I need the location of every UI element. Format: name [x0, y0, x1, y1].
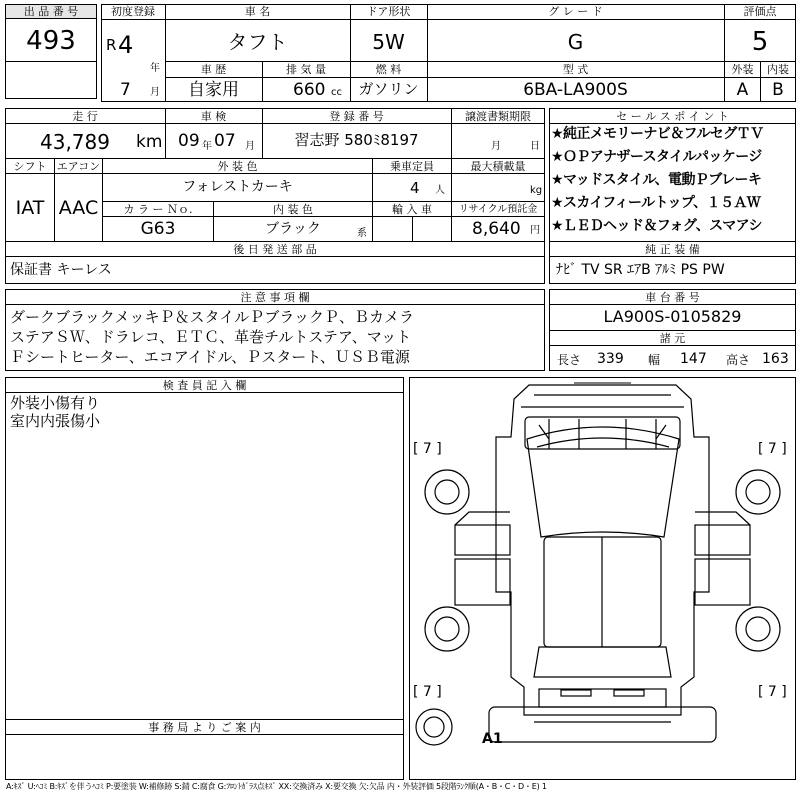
- width-label: 幅: [648, 353, 661, 367]
- grade: G: [567, 30, 584, 54]
- transfer-day: 日: [530, 141, 540, 152]
- first-reg-label: 初度登録: [111, 5, 155, 18]
- sales-point-2: ★ＯＰアナザースタイルパッケージ: [551, 149, 762, 165]
- fuel: ガソリン: [358, 80, 419, 98]
- later-parts: 保証書 キーレス: [10, 262, 112, 278]
- int-color: ブラック: [265, 221, 321, 237]
- ext-color-label: 外 装 色: [217, 160, 258, 173]
- color-no: G63: [140, 219, 176, 239]
- sales-point-1: ★純正メモリーナビ＆フルセグＴＶ: [551, 126, 764, 142]
- width: 147: [680, 351, 707, 367]
- recycle-label: リサイクル預託金: [458, 204, 538, 215]
- ext-color: フォレストカーキ: [182, 179, 293, 195]
- inspector-line-1: 外装小傷有り: [10, 394, 101, 412]
- transfer-month: 月: [491, 141, 501, 152]
- tire-mark-front-left: [ 7 ]: [413, 441, 442, 457]
- model: 6BA-LA900S: [523, 80, 628, 100]
- office-label: 事 務 局 よ り ご 案 内: [148, 721, 261, 734]
- reg-month: 7: [120, 80, 131, 100]
- history: 自家用: [188, 80, 239, 100]
- int-grade: B: [772, 80, 784, 100]
- reg-month-unit: 月: [150, 87, 160, 98]
- import-label: 輸 入 車: [392, 203, 432, 216]
- inspection-label: 車 検: [200, 110, 227, 123]
- later-parts-label: 後 日 発 送 部 品: [233, 243, 317, 256]
- era: R: [106, 36, 117, 54]
- height: 163: [762, 351, 789, 367]
- door-type: 5W: [372, 30, 405, 54]
- chassis-label: 車 台 番 号: [645, 291, 700, 304]
- fuel-label: 燃 料: [375, 63, 402, 76]
- score: 5: [751, 27, 769, 57]
- height-label: 高さ: [726, 353, 751, 367]
- inspector-label: 検 査 員 記 入 欄: [162, 379, 247, 392]
- car-name-label: 車 名: [244, 5, 271, 18]
- mileage: 43,789: [40, 130, 110, 154]
- aircon: AAC: [58, 197, 99, 219]
- capacity-unit: 人: [435, 185, 445, 196]
- mileage-label: 走 行: [72, 110, 98, 123]
- chassis-number: LA900S-0105829: [603, 307, 742, 326]
- car-name: タフト: [227, 30, 288, 54]
- sales-points-label: セ ー ル ス ポ イ ン ト: [616, 110, 729, 123]
- inspection-month-unit: 月: [245, 141, 255, 152]
- sales-point-4: ★スカイフィールトップ、１５ＡＷ: [551, 195, 761, 211]
- capacity-label: 乗車定員: [390, 160, 434, 173]
- registration: 習志野 580ﾐ8197: [294, 131, 419, 149]
- dims-label: 諸 元: [659, 332, 686, 345]
- transfer-label: 譲渡書類期限: [465, 110, 531, 123]
- lot-number: 493: [26, 26, 76, 56]
- inspection-year-unit: 年: [202, 141, 212, 152]
- max-load-label: 最大積載量: [470, 160, 526, 173]
- genuine-equip: ﾅﾋﾞ TV SR ｴｱB ｱﾙﾐ PS PW: [556, 262, 725, 278]
- registration-label: 登 録 番 号: [329, 110, 384, 123]
- max-load-unit: kg: [530, 185, 543, 196]
- door-label: ドア形状: [366, 5, 411, 18]
- mileage-unit: km: [136, 132, 163, 152]
- recycle: 8,640: [472, 219, 521, 239]
- model-label: 型 式: [562, 63, 589, 76]
- length-label: 長さ: [557, 353, 582, 367]
- reg-year: 4: [118, 31, 134, 59]
- notes-line-3: Ｆシートヒーター、エコアイドル、Ｐスタート、ＵＳＢ電源: [10, 348, 410, 366]
- grade-label: グ レ ー ド: [548, 5, 603, 18]
- tire-mark-front-right: [ 7 ]: [758, 441, 787, 457]
- sales-point-3: ★マッドスタイル、電動Ｐブレーキ: [551, 172, 762, 188]
- notes-label: 注 意 事 項 欄: [240, 291, 310, 304]
- recycle-unit: 円: [530, 225, 540, 236]
- inspector-line-2: 室内内張傷小: [10, 412, 101, 430]
- int-grade-label: 内装: [767, 63, 789, 76]
- displacement-unit: cc: [331, 87, 342, 98]
- shift: IAT: [15, 197, 45, 219]
- inspection-month: 07: [214, 131, 236, 151]
- notes-line-2: ステアＳＷ、ドラレコ、ＥＴＣ、革巻チルトステア、マット: [10, 328, 412, 346]
- reg-year-unit: 年: [150, 63, 160, 74]
- sales-point-5: ★ＬＥＤヘッド＆フォグ、スマアシ: [551, 218, 762, 234]
- legend: A:ｷｽﾞ U:ﾍｺﾐ B:ｷｽﾞを伴うﾍｺﾐ P:要塗装 W:補修跡 S:錆 C:腐食 G:ﾌﾛﾝﾄｶﾞﾗｽ点ｷｽﾞ XX:交換済み X:要交換 欠:欠品 内・外装評価 5段階ﾗﾝｸ順(A・B・C・D・E) 1: [6, 782, 547, 791]
- int-color-suffix: 系: [357, 228, 367, 239]
- aircon-label: エアコン: [56, 160, 101, 173]
- car-diagram: [409, 377, 796, 780]
- inspection-year: 09: [178, 131, 200, 151]
- displacement: 660: [293, 80, 326, 100]
- lot-label: 出 品 番 号: [6, 5, 96, 19]
- int-color-label: 内 装 色: [273, 203, 313, 216]
- notes-line-1: ダークブラックメッキＰ＆スタイルＰブラックＰ、Ｂカメラ: [10, 308, 414, 326]
- displacement-label: 排 気 量: [286, 63, 326, 76]
- shift-label: シフト: [13, 160, 47, 173]
- tire-mark-rear-left: [ 7 ]: [413, 684, 442, 700]
- ext-grade-label: 外装: [731, 63, 754, 76]
- color-no-label: カ ラ ー Ｎｏ.: [123, 203, 193, 216]
- length: 339: [597, 351, 624, 367]
- score-label: 評価点: [743, 5, 777, 18]
- damage-mark-a1: A1: [482, 731, 503, 747]
- ext-grade: A: [736, 80, 749, 100]
- history-label: 車 歴: [200, 63, 227, 76]
- tire-mark-rear-right: [ 7 ]: [758, 684, 787, 700]
- capacity: 4: [410, 179, 420, 197]
- genuine-equip-label: 純 正 装 備: [645, 243, 700, 256]
